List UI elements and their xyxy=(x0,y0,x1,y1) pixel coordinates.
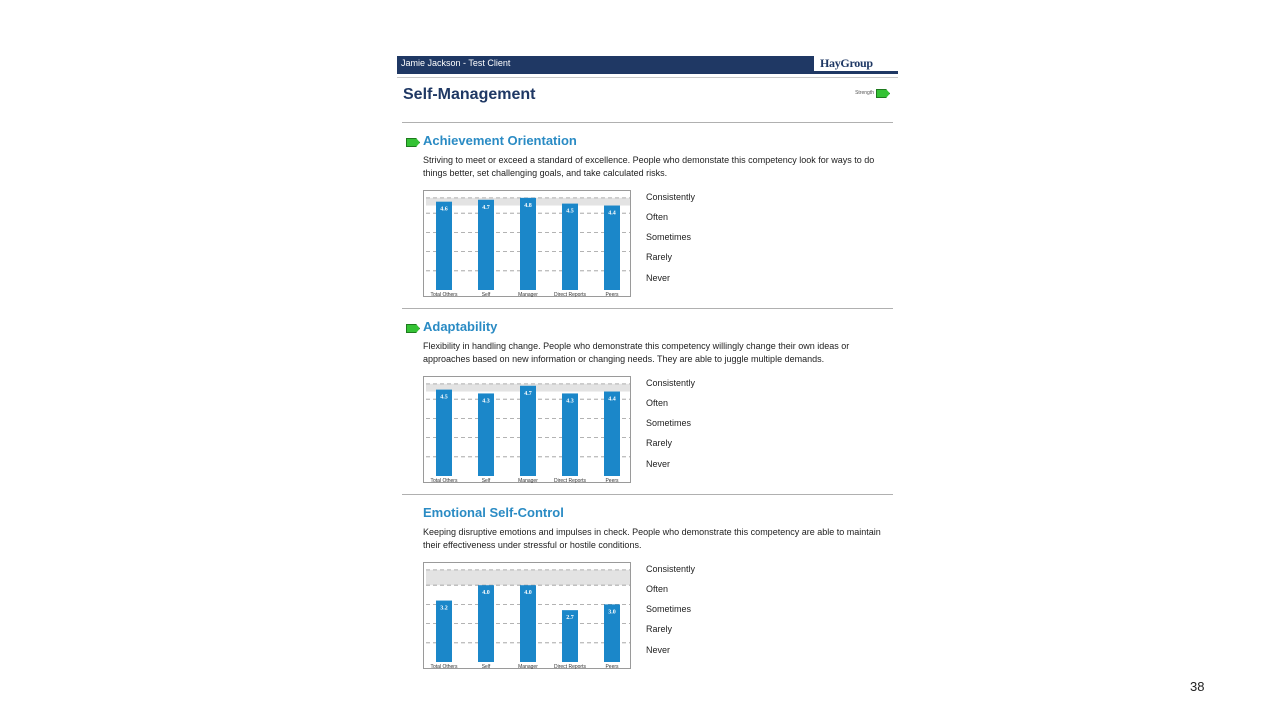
logo xyxy=(814,56,898,72)
bar-direct-reports xyxy=(562,393,578,476)
category-label: Peers xyxy=(605,664,619,670)
client-name: Jamie Jackson - Test Client xyxy=(401,58,511,68)
category-label: Self xyxy=(481,478,491,484)
bar-self xyxy=(478,585,494,662)
data-label: 4.0 xyxy=(524,590,532,597)
category-label: Self xyxy=(481,292,491,298)
scale-label-often: Often xyxy=(646,212,669,222)
scale-label-never: Never xyxy=(646,645,671,655)
report-page xyxy=(397,56,898,676)
section-divider xyxy=(402,308,893,309)
data-label: 2.7 xyxy=(566,615,574,622)
section-adaptability xyxy=(397,312,898,498)
scale-label-sometimes: Sometimes xyxy=(646,232,692,242)
page-title: Self-Management xyxy=(403,86,536,103)
section-achievement-orientation xyxy=(397,126,898,312)
scale-label-rarely: Rarely xyxy=(646,252,673,262)
data-label: 4.4 xyxy=(608,396,616,403)
data-label: 4.3 xyxy=(566,398,574,405)
section-title: Emotional Self-Control xyxy=(423,505,564,520)
scale-label-never: Never xyxy=(646,273,671,283)
data-label: 4.5 xyxy=(440,394,448,401)
competency-chart xyxy=(423,562,631,669)
bar-peers xyxy=(604,206,620,290)
data-label: 4.7 xyxy=(524,390,532,397)
bar-peers xyxy=(604,392,620,476)
competency-chart xyxy=(423,190,631,297)
section-description: Keeping disruptive emotions and impulses in check. People who demonstrate this competency are able to maintain their effectiveness under stressful or hostile conditions. xyxy=(423,527,881,550)
data-label: 4.8 xyxy=(524,202,532,209)
header-underline xyxy=(397,71,898,74)
legend-label: Strength xyxy=(855,90,874,96)
bar-self xyxy=(478,393,494,476)
bar-total-others xyxy=(436,390,452,476)
frequency-scale xyxy=(646,562,726,672)
bar-self xyxy=(478,200,494,290)
bar-chart xyxy=(424,563,632,670)
bar-manager xyxy=(520,585,536,662)
data-label: 4.3 xyxy=(482,398,490,405)
scale-label-consistently: Consistently xyxy=(646,192,696,202)
page-number: 38 xyxy=(1190,679,1205,694)
section-divider xyxy=(402,494,893,495)
category-label: Manager xyxy=(518,292,538,298)
logo-text: HayGroup xyxy=(820,56,873,70)
section-title: Achievement Orientation xyxy=(423,133,577,148)
data-label: 4.0 xyxy=(482,590,490,597)
category-label: Total Others xyxy=(430,292,458,298)
category-label: Direct Reports xyxy=(554,664,586,670)
data-label: 4.4 xyxy=(608,210,616,217)
category-label: Self xyxy=(481,664,491,670)
scale-label-rarely: Rarely xyxy=(646,438,673,448)
category-label: Direct Reports xyxy=(554,478,586,484)
scale-label-sometimes: Sometimes xyxy=(646,418,692,428)
benchmark-band xyxy=(426,570,630,585)
scale-label-consistently: Consistently xyxy=(646,378,696,388)
category-label: Total Others xyxy=(430,664,458,670)
header-bar xyxy=(397,56,898,71)
section-description: Striving to meet or exceed a standard of excellence. People who demonstate this competency look for ways to do things better, set challenging goals, and take calculated risks. xyxy=(423,155,875,178)
frequency-scale xyxy=(646,190,726,300)
scale-label-often: Often xyxy=(646,584,669,594)
scale-label-consistently: Consistently xyxy=(646,564,696,574)
frequency-scale xyxy=(646,376,726,486)
scale-label-rarely: Rarely xyxy=(646,624,673,634)
bar-manager xyxy=(520,198,536,290)
section-divider xyxy=(402,122,893,123)
competency-chart xyxy=(423,376,631,483)
scale-label-often: Often xyxy=(646,398,669,408)
data-label: 3.0 xyxy=(608,609,616,616)
bar-direct-reports xyxy=(562,204,578,290)
data-label: 4.7 xyxy=(482,204,490,211)
bar-chart xyxy=(424,377,632,484)
header-divider xyxy=(397,77,898,78)
bar-manager xyxy=(520,386,536,476)
section-emotional-self-control xyxy=(397,498,898,684)
data-label: 4.5 xyxy=(566,208,574,215)
category-label: Manager xyxy=(518,478,538,484)
category-label: Direct Reports xyxy=(554,292,586,298)
category-label: Total Others xyxy=(430,478,458,484)
section-description: Flexibility in handling change. People who demonstrate this competency willingly change their own ideas or approaches based on new information or changing needs. They are able to juggle multiple demands. xyxy=(423,341,850,364)
strength-tag-icon xyxy=(406,324,420,333)
data-label: 4.6 xyxy=(440,206,448,213)
strength-tag-icon xyxy=(406,138,420,147)
category-label: Peers xyxy=(605,478,619,484)
scale-label-sometimes: Sometimes xyxy=(646,604,692,614)
section-title: Adaptability xyxy=(423,319,498,334)
data-label: 3.2 xyxy=(440,605,448,612)
scale-label-never: Never xyxy=(646,459,671,469)
bar-total-others xyxy=(436,202,452,290)
bar-chart xyxy=(424,191,632,298)
category-label: Peers xyxy=(605,292,619,298)
strength-tag-icon xyxy=(876,89,890,98)
category-label: Manager xyxy=(518,664,538,670)
